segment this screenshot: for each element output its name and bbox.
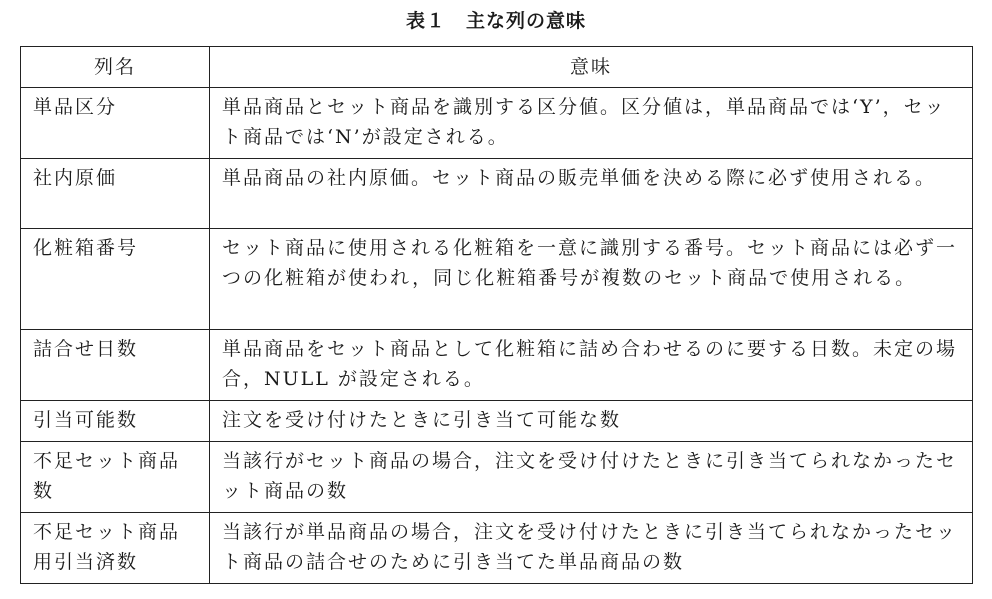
- column-name-cell: 社内原価: [21, 159, 210, 229]
- header-column-name: 列名: [21, 47, 210, 88]
- column-name-cell: 化粧箱番号: [21, 229, 210, 330]
- columns-meaning-table: [20, 46, 973, 584]
- table-header-row: [21, 47, 973, 88]
- column-name-cell: 詰合せ日数: [21, 330, 210, 401]
- header-meaning: 意味: [210, 47, 973, 88]
- meaning-cell: 単品商品とセット商品を識別する区分値。区分値は，単品商品では‘Y’，セット商品では‘N’が設定される。: [210, 88, 973, 159]
- meaning-cell: 当該行がセット商品の場合，注文を受け付けたときに引き当てられなかったセット商品の数: [210, 442, 973, 513]
- column-name-cell: 不足セット商品数: [21, 442, 210, 513]
- table-row: [21, 442, 973, 513]
- meaning-cell: 単品商品をセット商品として化粧箱に詰め合わせるのに要する日数。未定の場合，NULL が設定される。: [210, 330, 973, 401]
- column-name-cell: 引当可能数: [21, 401, 210, 442]
- table-caption: 表１ 主な列の意味: [405, 10, 586, 32]
- column-name-cell: 単品区分: [21, 88, 210, 159]
- table-row: [21, 401, 973, 442]
- column-name-cell: 不足セット商品用引当済数: [21, 513, 210, 584]
- meaning-cell: 単品商品の社内原価。セット商品の販売単価を決める際に必ず使用される。: [210, 159, 973, 229]
- table-row: [21, 88, 973, 159]
- meaning-cell: 注文を受け付けたときに引き当て可能な数: [210, 401, 973, 442]
- table-row: [21, 229, 973, 330]
- table-row: [21, 330, 973, 401]
- meaning-cell: セット商品に使用される化粧箱を一意に識別する番号。セット商品には必ず一つの化粧箱が使われ，同じ化粧箱番号が複数のセット商品で使用される。: [210, 229, 973, 330]
- table-row: [21, 513, 973, 584]
- meaning-cell: 当該行が単品商品の場合，注文を受け付けたときに引き当てられなかったセット商品の詰合せのために引き当てた単品商品の数: [210, 513, 973, 584]
- table-row: [21, 159, 973, 229]
